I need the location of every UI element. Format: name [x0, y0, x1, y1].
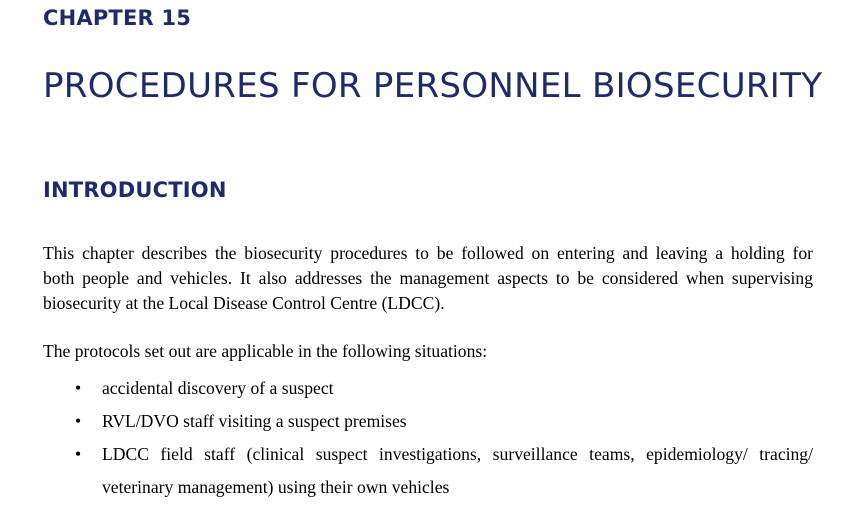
list-item-text: LDCC field staff (clinical suspect investigations, surveillance teams, epidemiology/ tracing/ [102, 444, 813, 464]
list-item-text: accidental discovery of a suspect [102, 378, 334, 398]
list-item-text: veterinary management) using their own vehicles [102, 477, 450, 497]
list-item-text: RVL/DVO staff visiting a suspect premises [102, 411, 407, 431]
bullet-icon: • [75, 444, 82, 464]
intro-paragraph-line: both people and vehicles. It also addresses the management aspects to be considered when supervising [43, 268, 813, 288]
intro-paragraph [43, 241, 813, 316]
bullet-icon: • [75, 411, 82, 431]
section-heading-introduction: INTRODUCTION [43, 178, 227, 202]
situations-list [43, 372, 813, 504]
chapter-number: CHAPTER 15 [43, 6, 192, 30]
intro-paragraph-line: biosecurity at the Local Disease Control Centre (LDCC). [43, 293, 445, 313]
bullet-icon: • [75, 378, 82, 398]
protocols-intro-paragraph: The protocols set out are applicable in the following situations: [43, 341, 488, 361]
list-item [43, 372, 813, 405]
list-item [43, 438, 813, 504]
chapter-title: PROCEDURES FOR PERSONNEL BIOSECURITY [43, 66, 823, 106]
list-item [43, 405, 813, 438]
intro-paragraph-line: This chapter describes the biosecurity procedures to be followed on entering and leaving a holding for [43, 243, 813, 263]
